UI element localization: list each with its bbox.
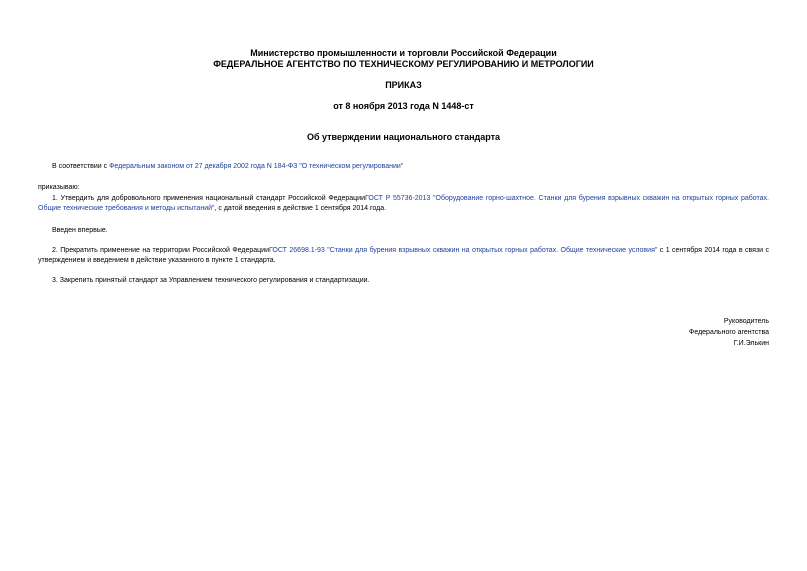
- gost-26698-link[interactable]: ГОСТ 26698.1-93 "Станки для бурения взрывных скважин на открытых горных работах. Общие технические условия": [269, 247, 658, 254]
- intro-text: В соответствии с: [52, 163, 110, 170]
- introduced-note: Введен впервые.: [52, 227, 108, 234]
- ministry-name: Министерство промышленности и торговли Российской Федерации: [250, 48, 557, 58]
- signature-name: Г.И.Элькин: [733, 340, 769, 347]
- agency-name: ФЕДЕРАЛЬНОЕ АГЕНТСТВО ПО ТЕХНИЧЕСКОМУ РЕГУЛИРОВАНИЮ И МЕТРОЛОГИИ: [213, 59, 594, 69]
- order-date: от 8 ноября 2013 года N 1448-ст: [333, 101, 474, 111]
- item-1-text: 1. Утвердить для добровольного применения национальный стандарт Российской Федерации: [52, 195, 365, 202]
- item-1-suffix: , с датой введения в действие 1 сентября 2014 года.: [214, 205, 387, 212]
- item-2-text: 2. Прекратить применение на территории Российской Федерации: [52, 247, 270, 254]
- item-3-paragraph: 3. Закрепить принятый стандарт за Управлением технического регулирования и стандартизации.: [52, 277, 370, 284]
- item-2-paragraph: [38, 246, 769, 266]
- federal-law-link[interactable]: Федеральным законом от 27 декабря 2002 года N 184-ФЗ "О техническом регулировании": [109, 163, 404, 170]
- order-title: ПРИКАЗ: [385, 80, 422, 90]
- item-1-paragraph: [38, 194, 769, 214]
- orders-line: приказываю:: [38, 184, 80, 191]
- order-subject: Об утверждении национального стандарта: [306, 132, 501, 142]
- gost-r-55736-link[interactable]: ГОСТ Р 55736-2013 "Оборудование горно-шахтное. Станки для бурения взрывных скважин на открытых горных работах. Общие технические требования и методы испытаний": [38, 195, 769, 212]
- signature-title: Руководитель: [723, 318, 769, 325]
- intro-paragraph: [38, 162, 769, 172]
- signature-agency: Федерального агентства: [689, 329, 769, 336]
- item-2-suffix: с 1 сентября 2014 года в связи с утверждением и введением в действие указанного в пункте 1 стандарта.: [38, 247, 769, 264]
